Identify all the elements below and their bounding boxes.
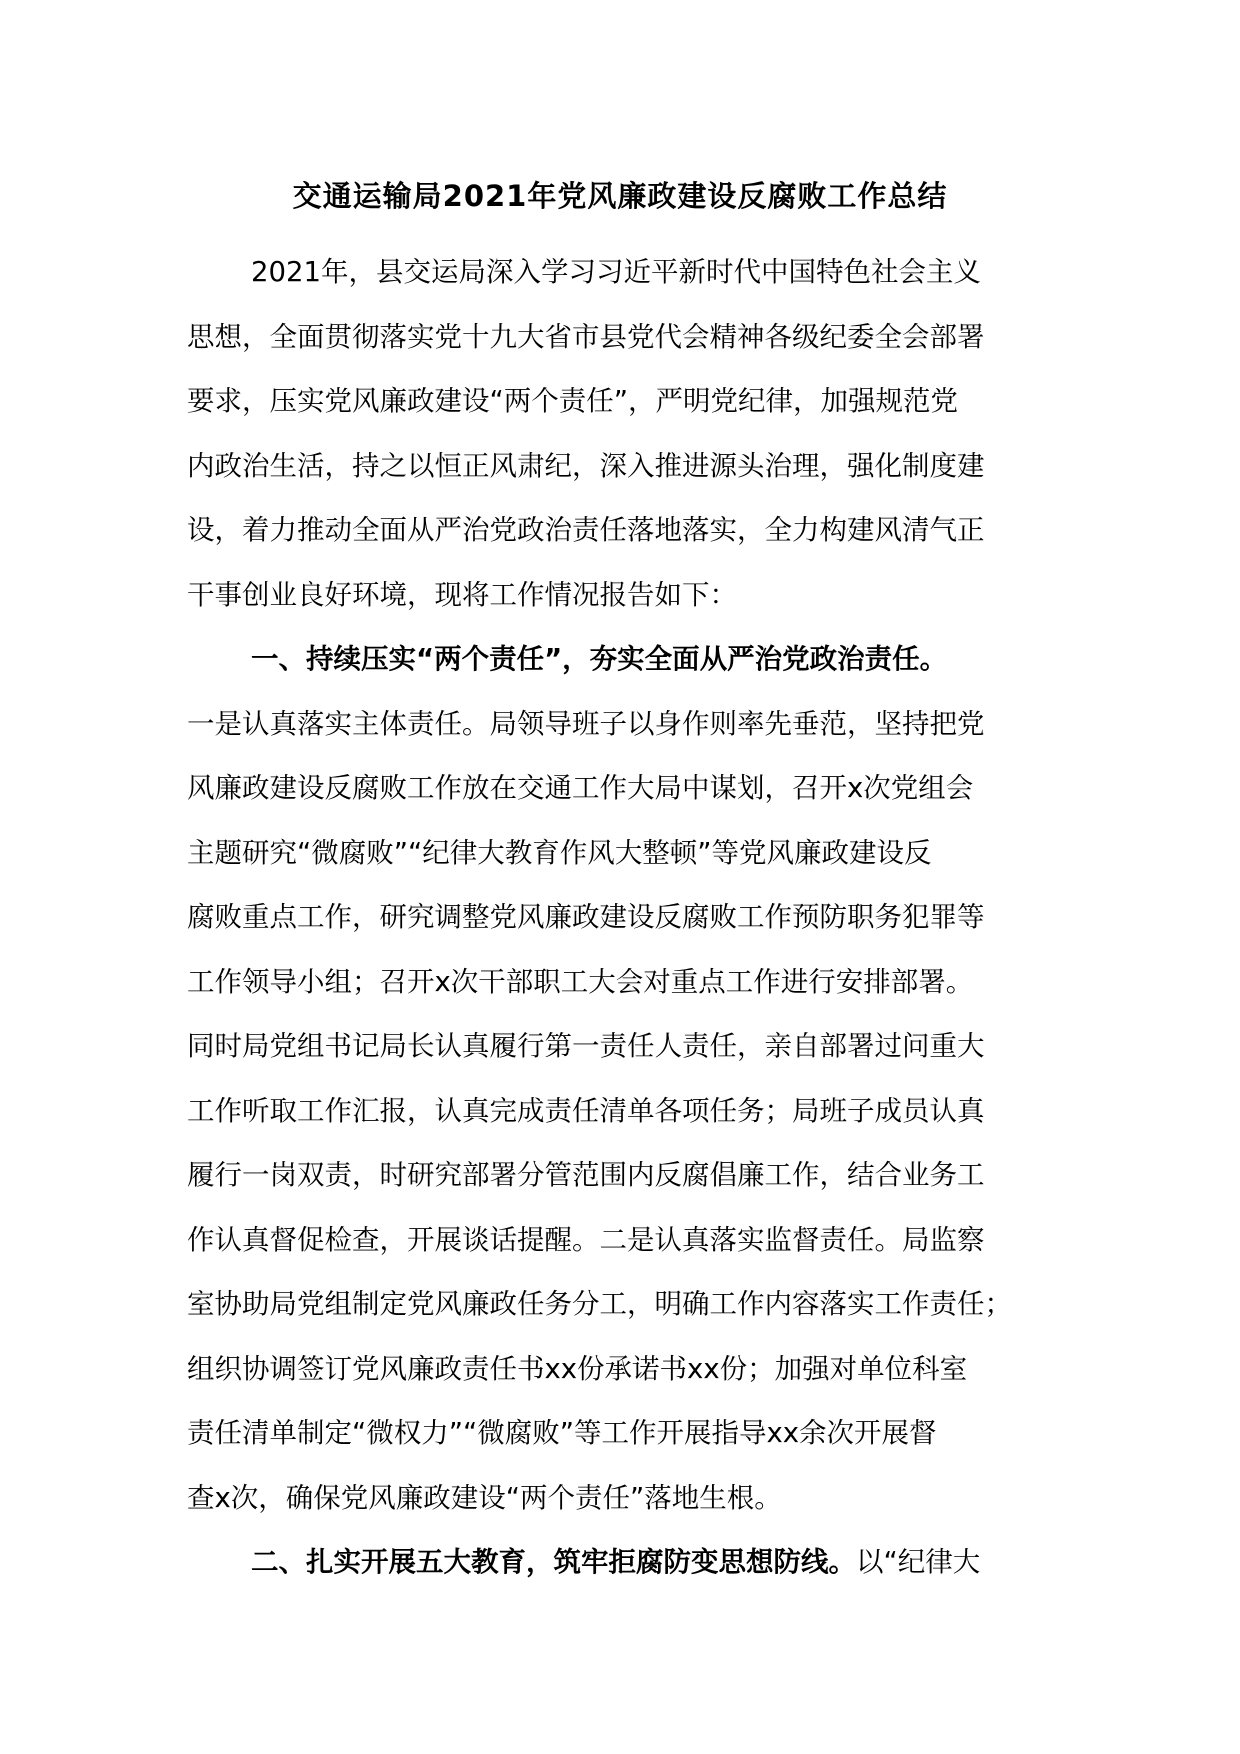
body-text-continuation: 以“纪律大 bbox=[856, 1546, 981, 1578]
body-line: 组织协调签订党风廉政责任书xx份承诺书xx份；加强对单位科室 bbox=[187, 1352, 968, 1385]
body-line: 要求，压实党风廉政建设“两个责任”，严明党纪律，加强规范党 bbox=[187, 385, 958, 417]
section-heading-2: 二、扎实开展五大教育，筑牢拒腐防变思想防线。 bbox=[251, 1546, 856, 1578]
body-line: 查x次，确保党风廉政建设“两个责任”落地生根。 bbox=[187, 1481, 782, 1514]
body-line: 一是认真落实主体责任。局领导班子以身作则率先垂范，坚持把党 bbox=[187, 707, 985, 740]
body-line: 思想，全面贯彻落实党十九大省市县党代会精神各级纪委全会部署 bbox=[187, 320, 985, 353]
body-line: 作认真督促检查，开展谈话提醒。二是认真落实监督责任。局监察 bbox=[187, 1223, 985, 1256]
body-line: 腐败重点工作，研究调整党风廉政建设反腐败工作预防职务犯罪等 bbox=[187, 901, 985, 933]
body-line: 室协助局党组制定党风廉政任务分工，明确工作内容落实工作责任； bbox=[187, 1288, 1012, 1320]
document-body bbox=[187, 240, 1087, 1595]
body-line: 工作领导小组；召开x次干部职工大会对重点工作进行安排部署。 bbox=[187, 965, 974, 998]
section-heading-1: 一、持续压实“两个责任”，夯实全面从严治党政治责任。 bbox=[251, 643, 948, 675]
body-line: 履行一岗双责，时研究部署分管范围内反腐倡廉工作，结合业务工 bbox=[187, 1159, 985, 1191]
body-line: 干事创业良好环境，现将工作情况报告如下： bbox=[187, 578, 737, 611]
body-line: 设，着力推动全面从严治党政治责任落地落实，全力构建风清气正 bbox=[187, 514, 985, 546]
body-line: 工作听取工作汇报，认真完成责任清单各项任务；局班子成员认真 bbox=[187, 1094, 985, 1127]
body-line: 2021年，县交运局深入学习习近平新时代中国特色社会主义 bbox=[251, 256, 981, 288]
body-line: 同时局党组书记局长认真履行第一责任人责任，亲自部署过问重大 bbox=[187, 1030, 985, 1062]
body-line: 风廉政建设反腐败工作放在交通工作大局中谋划，召开x次党组会 bbox=[187, 772, 974, 804]
body-line: 主题研究“微腐败”“纪律大教育作风大整顿”等党风廉政建设反 bbox=[187, 836, 932, 869]
body-line: 责任清单制定“微权力”“微腐败”等工作开展指导xx余次开展督 bbox=[187, 1417, 937, 1449]
document-title: 交通运输局2021年党风廉政建设反腐败工作总结 bbox=[292, 179, 948, 213]
section-heading-2-line bbox=[187, 1530, 1087, 1595]
body-line: 内政治生活，持之以恒正风肃纪，深入推进源头治理，强化制度建 bbox=[187, 449, 985, 482]
